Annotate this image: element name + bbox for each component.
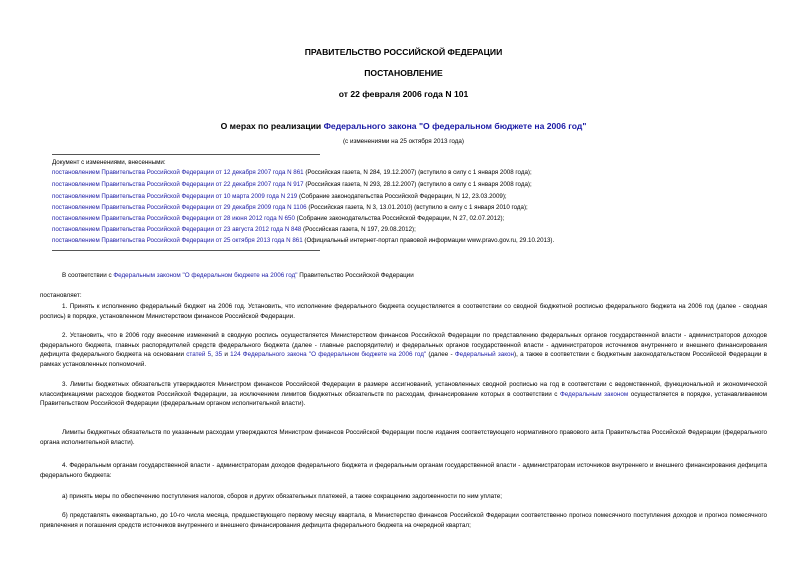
change-item: постановлением Правительства Российской Федерации от 25 октября 2013 года N 861 (Официальный интернет-портал правовой информации www.pravo.gov.ru, 29.10.2013). (52, 237, 555, 244)
change-item: постановлением Правительства Российской Федерации от 28 июня 2012 года N 650 (Собрание законодательства Российской Федерации, N 27, 02.07.2012); (52, 215, 505, 222)
change-item: постановлением Правительства Российской Федерации от 12 декабря 2007 года N 861 (Российская газета, N 284, 19.12.2007) (вступило в силу с 1 января 2008 года); (52, 169, 532, 176)
article-35-link[interactable]: 35 (215, 351, 223, 358)
paragraph-4b: б) представлять ежеквартально, до 10-го числа месяца, предшествующего первому месяцу квартала, в Министерство финансов Российской Федерации соответственно прогноз помесячного поступления доходов и прогноз помесячного привлечения и погашения средств источников внутреннего и внешнего финансирования дефицита федерального бюджета на очередной квартал; (40, 512, 767, 529)
paragraph-2: 2. Установить, что в 2006 году внесение изменений в сводную роспись осуществляется Министерством финансов Российской Федерации по представлению федеральных органов государственной власти - администраторов доходов федерального бюджета, главных распорядителей средств федерального бюджета (далее - главные распорядители) и федеральных органов государственной власти - администраторов источников внутреннего и внешнего финансирования дефицита федерального бюджета на основании статей 5, 35 и 124 Федерального закона "О федеральном бюджете на 2006 год" (далее - Федеральный закон), а также в соответствии с бюджетным законодательством Российской Федерации в рамках установленных полномочий. (40, 332, 767, 368)
change-item: постановлением Правительства Российской Федерации от 22 декабря 2007 года N 917 (Российская газета, N 293, 28.12.2007) (вступило в силу с 1 января 2008 года); (52, 181, 532, 188)
change-link[interactable]: постановлением Правительства Российской Федерации от 28 июня 2012 года N 650 (52, 215, 295, 222)
change-item: постановлением Правительства Российской Федерации от 29 декабря 2009 года N 1106 (Российская газета, N 3, 13.01.2010) (вступило в силу с 1 января 2010 года); (52, 204, 528, 211)
change-link[interactable]: постановлением Правительства Российской Федерации от 10 марта 2009 года N 219 (52, 193, 298, 200)
paragraph-4a: а) принять меры по обеспечению поступления налогов, сборов и других обязательных платежей, а также сокращению задолженности по ним уплате; (62, 493, 503, 500)
document-title (0, 121, 807, 131)
article-124-link[interactable]: 124 Федерального закона "О федеральном бюджете на 2006 год" (230, 351, 427, 358)
decrees-word: постановляет: (40, 292, 82, 299)
change-item: постановлением Правительства Российской Федерации от 23 августа 2012 года N 848 (Российская газета, N 197, 29.08.2012); (52, 226, 416, 233)
change-link[interactable]: постановлением Правительства Российской Федерации от 22 декабря 2007 года N 917 (52, 181, 304, 188)
change-link[interactable]: постановлением Правительства Российской Федерации от 25 октября 2013 года N 861 (52, 237, 303, 244)
changes-top-divider (52, 154, 320, 155)
preamble-law-link[interactable]: Федеральным законом "О федеральном бюджете на 2006 год" (113, 272, 298, 279)
title-prefix: О мерах по реализации (220, 121, 324, 131)
document-date-number: от 22 февраля 2006 года N 101 (338, 89, 469, 99)
paragraph-3: 3. Лимиты бюджетных обязательств утверждаются Министром финансов Российской Федерации в размере ассигнований, установленных сводной росписью на год в соответствии с ведомственной, функциональной и экономической классификациями расходов бюджетов Российской Федерации, за исключением лимитов бюджетных обязательств по расходам, финансирование которых в соответствии с Федеральным законом осуществляется в порядке, устанавливаемом Правительством Российской Федерации (федеральным органом исполнительной власти). (40, 381, 767, 407)
change-link[interactable]: постановлением Правительства Российской Федерации от 12 декабря 2007 года N 861 (52, 169, 304, 176)
changes-bottom-divider (52, 250, 320, 251)
change-link[interactable]: постановлением Правительства Российской Федерации от 23 августа 2012 года N 848 (52, 226, 302, 233)
paragraph-3-continued: Лимиты бюджетных обязательств по указанным расходам утверждаются Министром финансов Российской Федерации после издания соответствующего нормативного правового акта Правительства Российской Федерации (федерального органа исполнительной власти). (40, 429, 767, 446)
paragraph-4: 4. Федеральным органам государственной власти - администраторам доходов федерального бюджета и федеральным органам государственной власти - администраторам источников внутреннего и внешнего финансирования дефицита федерального бюджета: (40, 462, 767, 479)
changes-intro: Документ с изменениями, внесенными: (52, 159, 166, 166)
article-5-link[interactable]: статей 5 (186, 351, 212, 358)
issuer-heading: ПРАВИТЕЛЬСТВО РОССИЙСКОЙ ФЕДЕРАЦИИ (304, 47, 503, 57)
change-link[interactable]: постановлением Правительства Российской Федерации от 29 декабря 2009 года N 1106 (52, 204, 307, 211)
title-law-link[interactable]: Федерального закона "О федеральном бюджете на 2006 год" (323, 121, 587, 131)
edition-note: (с изменениями на 25 октября 2013 года) (342, 138, 465, 145)
federal-law-link-2[interactable]: Федеральным законом (560, 390, 629, 398)
document-type: ПОСТАНОВЛЕНИЕ (364, 68, 443, 78)
change-item: постановлением Правительства Российской Федерации от 10 марта 2009 года N 219 (Собрание законодательства Российской Федерации, N 12, 23.03.2009); (52, 193, 507, 200)
paragraph-1: 1. Принять к исполнению федеральный бюджет на 2006 год. Установить, что исполнение федерального бюджета осуществляется в соответствии со сводной бюджетной росписью федерального бюджета на 2006 год (далее - сводная роспись) в порядке, установленном Министерством финансов Российской Федерации. (40, 303, 767, 320)
preamble: В соответствии с Федеральным законом "О федеральном бюджете на 2006 год" Правительство Российской Федерации (62, 272, 414, 279)
federal-law-link[interactable]: Федеральный закон (454, 351, 515, 358)
